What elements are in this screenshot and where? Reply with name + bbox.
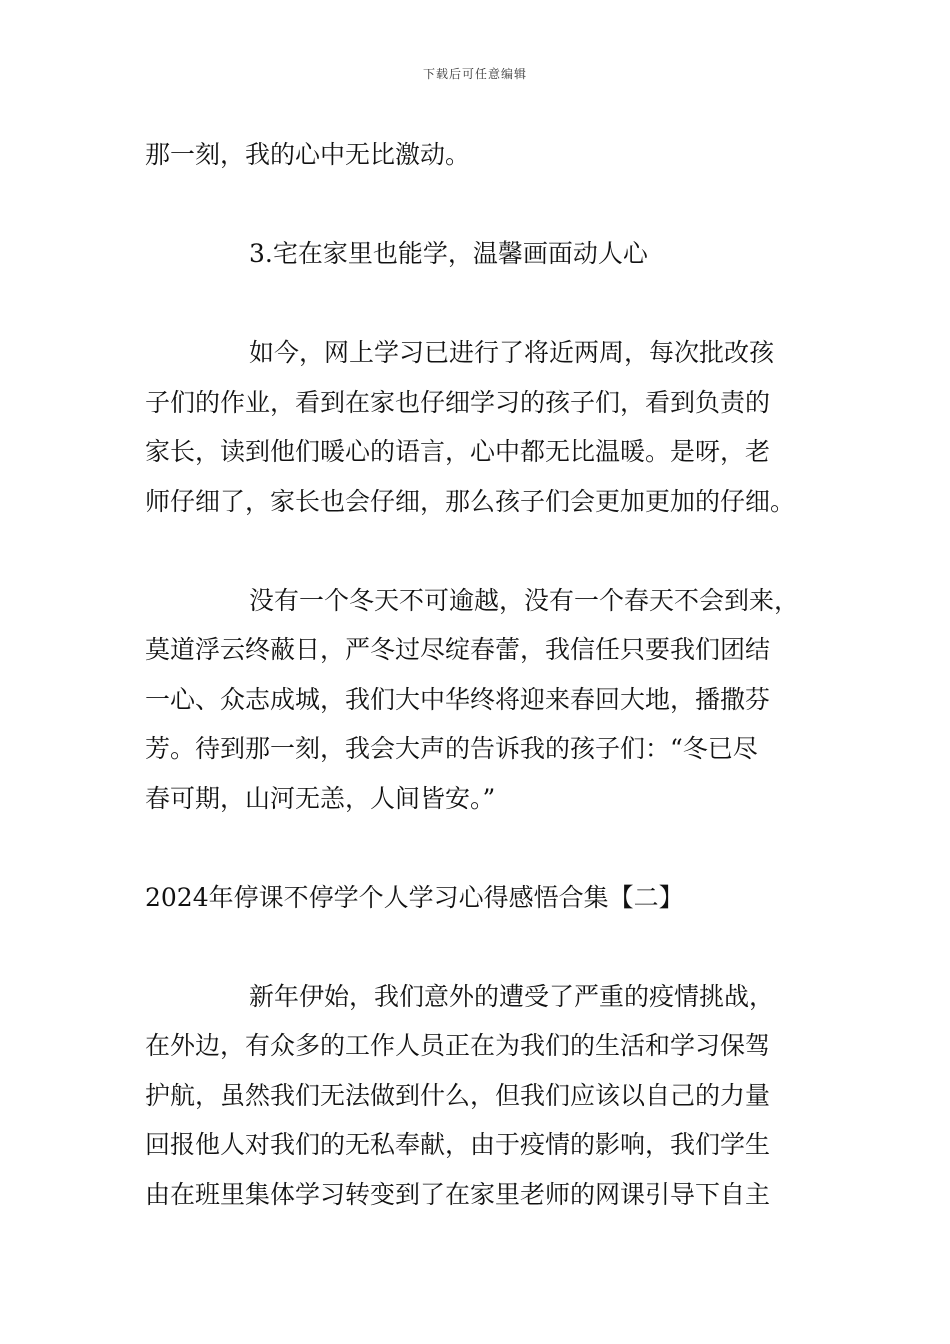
section-title: 2024年停课不停学个人学习心得感悟合集【二】 (145, 882, 684, 912)
paragraph-gap (145, 180, 815, 230)
page-header-note: 下载后可任意编辑 (422, 67, 527, 81)
paragraph-gap (145, 279, 815, 329)
paragraph-line: 没有一个冬天不可逾越，没有一个春天不会到来， (249, 585, 800, 615)
paragraph-line: 一心、众志成城，我们大中华终将迎来春回大地，播撒芬 (145, 684, 771, 714)
paragraph-gap (145, 526, 815, 576)
paragraph-gap (145, 823, 815, 873)
paragraph-line: 回报他人对我们的无私奉献，由于疫情的影响，我们学生 (145, 1130, 771, 1159)
paragraph-line: 那一刻，我的心中无比激动。 (145, 140, 471, 169)
paragraph-gap (145, 922, 815, 972)
paragraph-line: 师仔细了，家长也会仔细，那么孩子们会更加更加的仔细。 (145, 486, 796, 516)
paragraph-line: 护航，虽然我们无法做到什么，但我们应该以自己的力量 (145, 1080, 771, 1110)
paragraph-line: 芳。待到那一刻，我会大声的告诉我的孩子们：“冬已尽 (145, 734, 758, 763)
paragraph-line: 由在班里集体学习转变到了在家里老师的网课引导下自主 (145, 1179, 771, 1209)
section-heading: 3.宅在家里也能学，温馨画面动人心 (249, 239, 648, 268)
paragraph-line: 子们的作业，看到在家也仔细学习的孩子们，看到负责的 (145, 387, 771, 417)
paragraph-line: 莫道浮云终蔽日，严冬过尽绽春蕾，我信任只要我们团结 (145, 635, 771, 664)
paragraph-line: 家长，读到他们暖心的语言，心中都无比温暖。是呀，老 (145, 437, 771, 466)
paragraph-line: 新年伊始，我们意外的遭受了严重的疫情挑战， (249, 981, 775, 1011)
paragraph-line: 如今，网上学习已进行了将近两周，每次批改孩 (249, 338, 775, 367)
paragraph-line: 春可期，山河无恙，人间皆安。” (145, 783, 496, 813)
paragraph-line: 在外边，有众多的工作人员正在为我们的生活和学习保驾 (145, 1031, 771, 1060)
document-body (145, 130, 815, 1219)
